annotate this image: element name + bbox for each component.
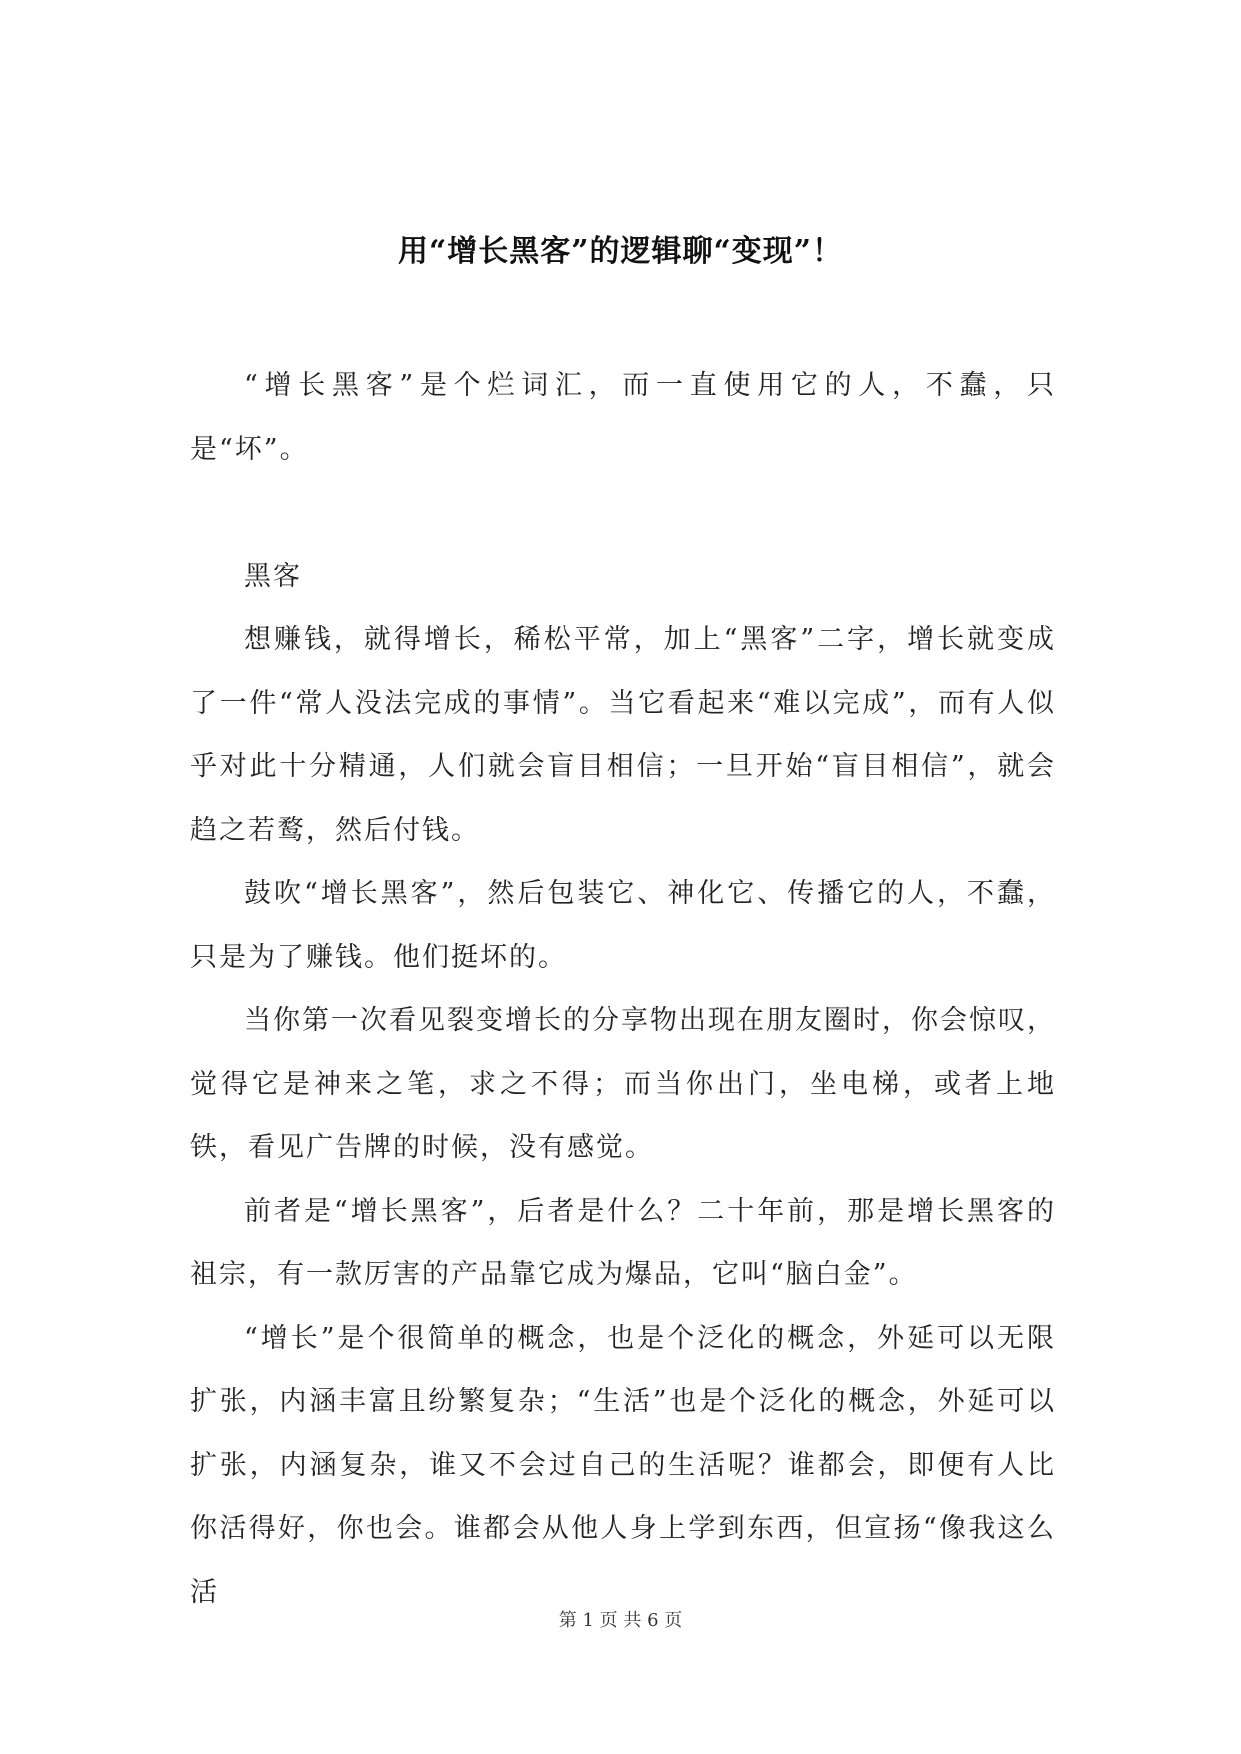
paragraph: 鼓吹“增长黑客”，然后包装它、神化它、传播它的人，不蠢，只是为了赚钱。他们挺坏的。: [190, 878, 1056, 973]
paragraph: 当你第一次看见裂变增长的分享物出现在朋友圈时，你会惊叹，觉得它是神来之笔，求之不得；而当你出门，坐电梯，或者上地铁，看见广告牌的时候，没有感觉。: [190, 1005, 1056, 1163]
page-footer: 第 1 页 共 6 页: [558, 1610, 683, 1631]
paragraph: 想赚钱，就得增长，稀松平常，加上“黑客”二字，增长就变成了一件“常人没法完成的事情”。当它看起来“难以完成”，而有人似乎对此十分精通，人们就会盲目相信；一旦开始“盲目相信”，就会趋之若鹜，然后付钱。: [190, 624, 1056, 846]
paragraph: 前者是“增长黑客”，后者是什么？二十年前，那是增长黑客的祖宗，有一款厉害的产品靠它成为爆品，它叫“脑白金”。: [190, 1195, 1056, 1290]
document-title: 用“增长黑客”的逻辑聊“变现”！: [397, 234, 844, 269]
section-heading-hacker: 黑客: [244, 560, 302, 592]
document-body: [190, 354, 1056, 1624]
paragraph-intro: “增长黑客”是个烂词汇，而一直使用它的人，不蠢，只是“坏”。: [190, 370, 1056, 465]
paragraph: “增长”是个很简单的概念，也是个泛化的概念，外延可以无限扩张，内涵丰富且纷繁复杂；“生活”也是个泛化的概念，外延可以扩张，内涵复杂，谁又不会过自己的生活呢？谁都会，即便有人比你活得好，你也会。谁都会从他人身上学到东西，但宣扬“像我这么活: [190, 1322, 1056, 1608]
